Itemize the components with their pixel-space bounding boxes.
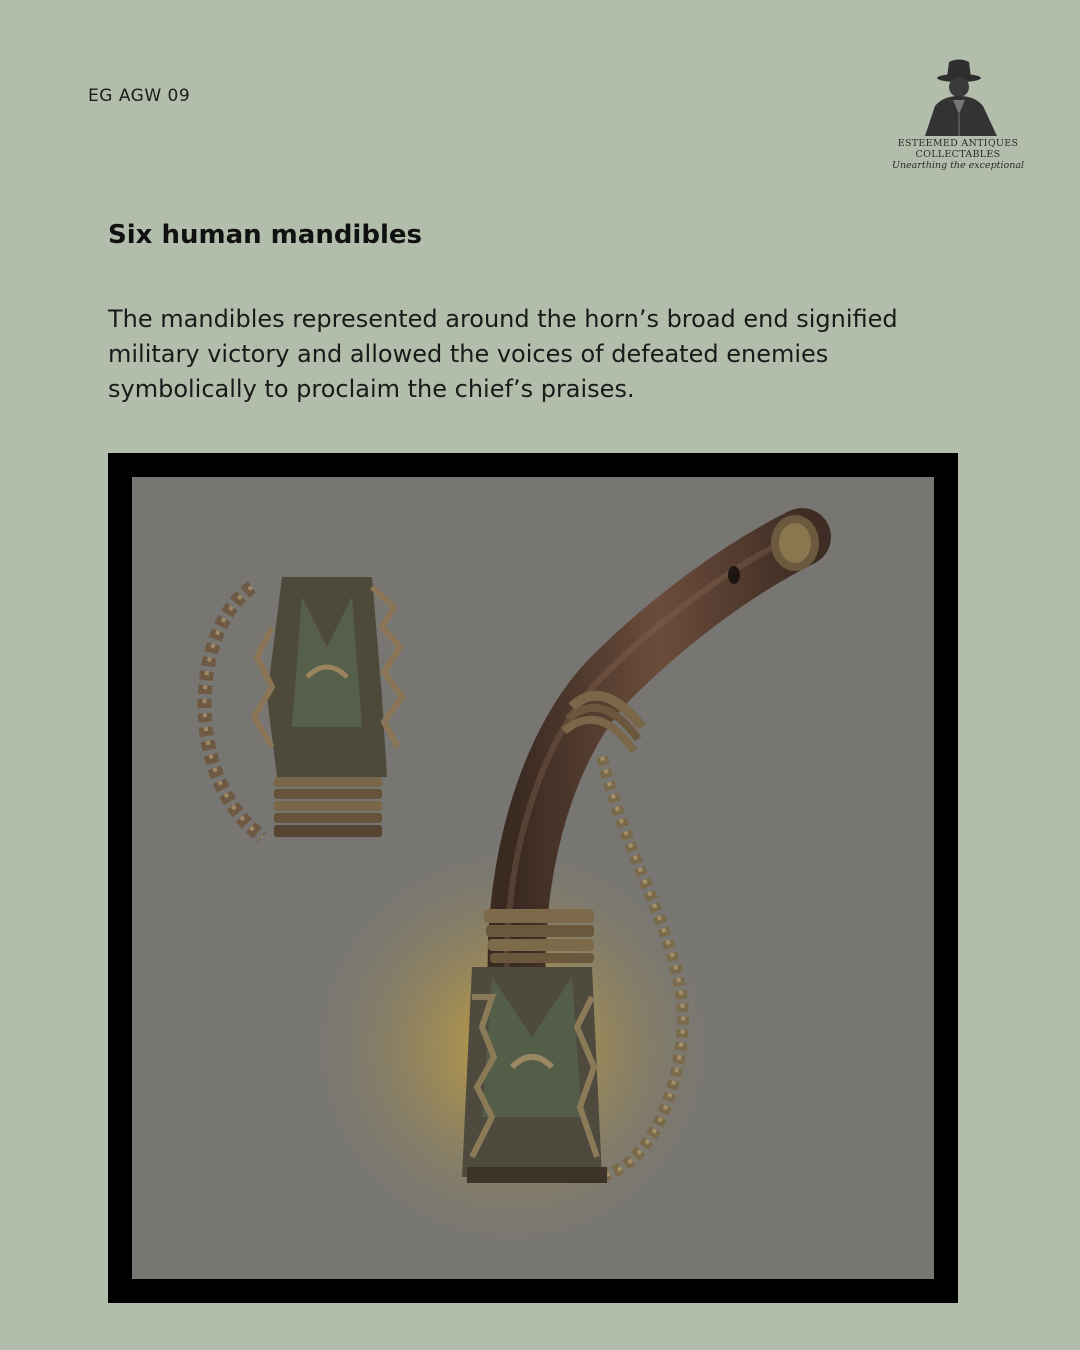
artifact-photo	[132, 477, 934, 1279]
section-title: Six human mandibles	[108, 220, 422, 250]
description-paragraph: The mandibles represented around the horn’s broad end signified military victory and allowed the voices of defeated enemies symbolically to proclaim the chief’s praises.	[108, 305, 898, 403]
detective-silhouette-icon	[913, 54, 1003, 138]
brand-name-line2: COLLECTABLES	[915, 149, 1001, 160]
brand-logo	[888, 54, 1028, 184]
detached-mouthpiece	[205, 577, 403, 837]
mandible-bell-end	[462, 967, 607, 1183]
lower-ring-bands	[484, 909, 594, 963]
brand-name-line1: ESTEEMED ANTIQUES	[897, 138, 1019, 149]
brand-tagline: Unearthing the exceptional	[891, 160, 1025, 171]
item-code: EG AGW 09	[88, 86, 191, 106]
bronze-horn-photo	[132, 477, 934, 1279]
photo-frame	[108, 453, 958, 1303]
